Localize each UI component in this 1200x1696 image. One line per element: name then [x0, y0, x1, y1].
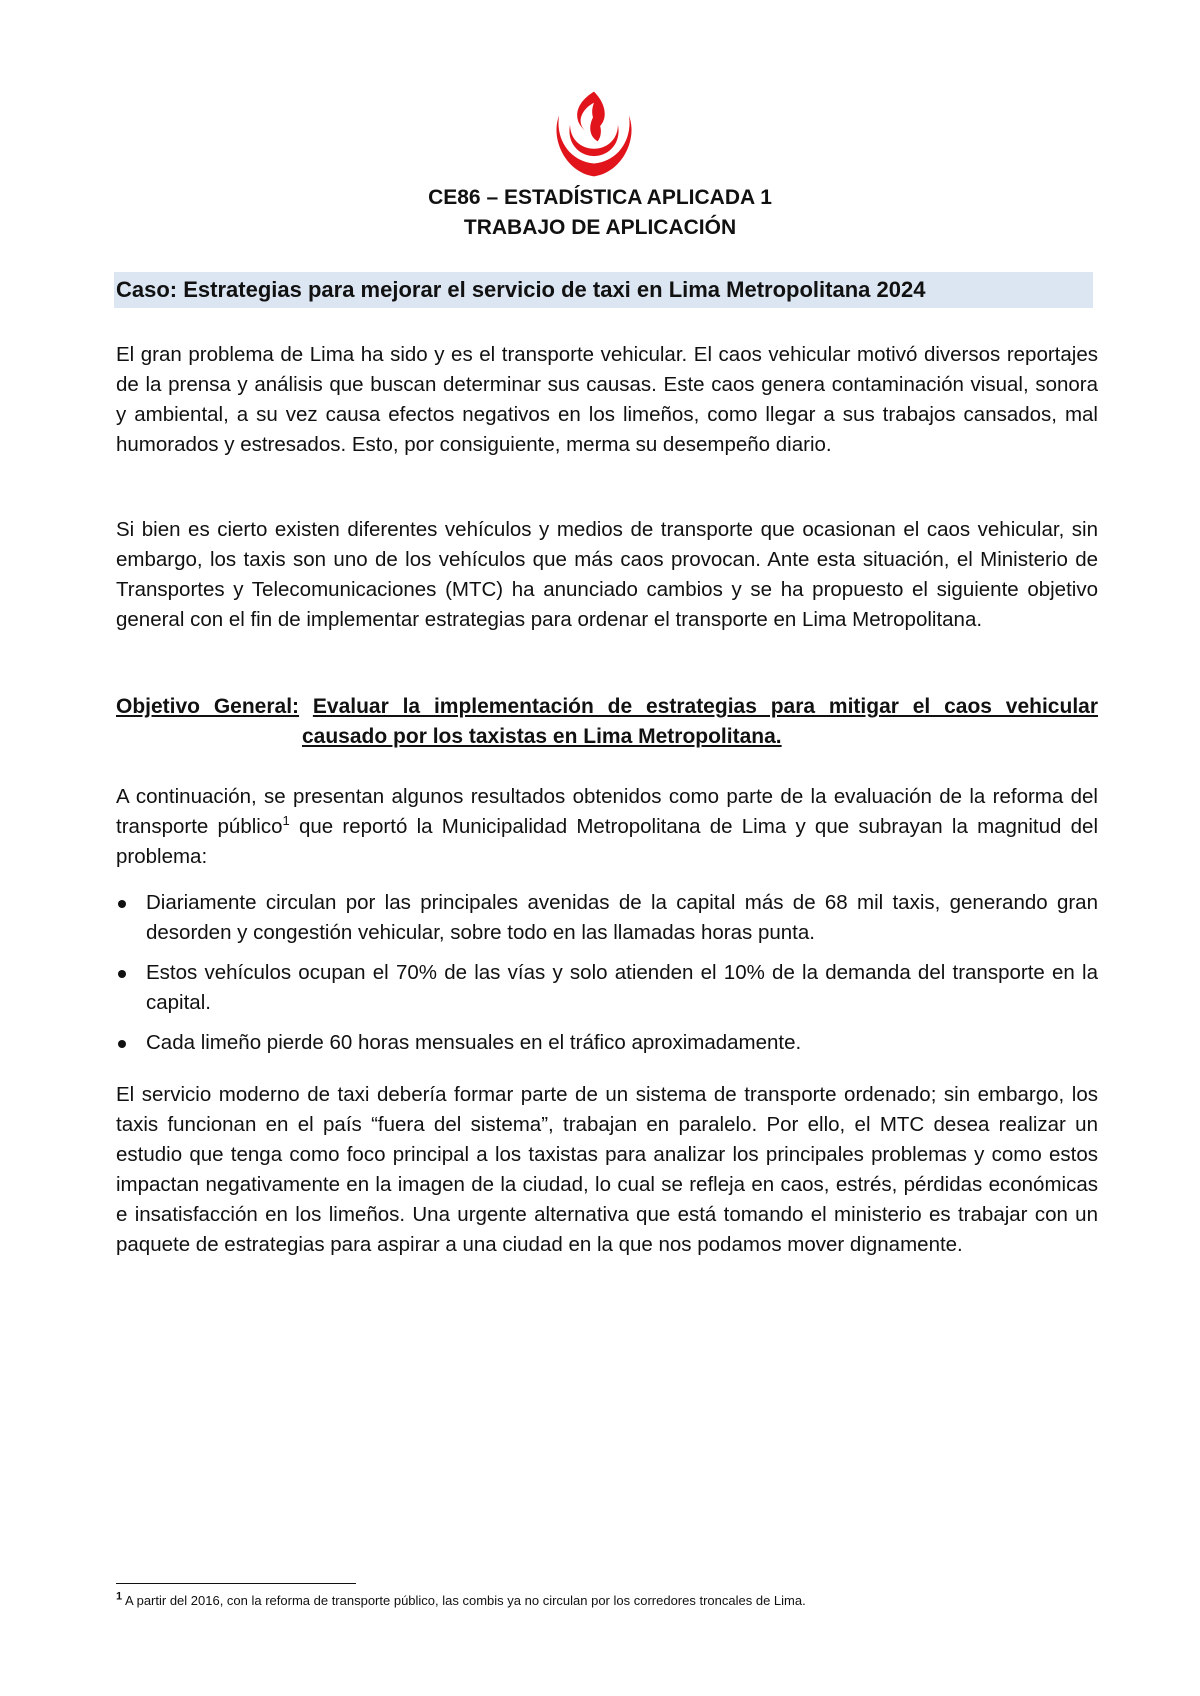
- list-item-text: Cada limeño pierde 60 horas mensuales en el tráfico aproximadamente.: [146, 1031, 802, 1054]
- context-paragraph: Si bien es cierto existen diferentes vehículos y medios de transporte que ocasionan el caos vehicular, sin embargo, los taxis son uno de los vehículos que más caos provocan. Ante esta situación, el Ministerio de Transportes y Telecomunicaciones (MTC) ha anunciado cambios y se ha propuesto el siguiente objetivo general con el fin de implementar estrategias para ordenar el transporte en Lima Metropolitana.: [116, 518, 1098, 631]
- case-title: Caso: Estrategias para mejorar el servicio de taxi en Lima Metropolitana 2024: [116, 277, 926, 302]
- footnote-text: A partir del 2016, con la reforma de transporte público, las combis ya no circulan por los corredores troncales de Lima.: [122, 1593, 806, 1608]
- bullet-icon: [118, 970, 126, 978]
- list-item: [116, 1028, 1098, 1058]
- general-objective: [116, 692, 1098, 752]
- footnote-reference: 1: [282, 813, 290, 829]
- list-item-text: Estos vehículos ocupan el 70% de las vías y solo atienden el 10% de la demanda del transporte en la capital.: [146, 961, 1098, 1014]
- list-item: [116, 888, 1098, 948]
- footnote-number: 1: [116, 1590, 123, 1603]
- results-text-continued: que reportó la Municipalidad Metropolitana de Lima y que subrayan la magnitud del problema:: [116, 815, 1098, 868]
- list-item-text: Diariamente circulan por las principales avenidas de la capital más de 68 mil taxis, generando gran desorden y congestión vehicular, sobre todo en las llamadas horas punta.: [146, 891, 1098, 944]
- results-bullet-list: [116, 888, 1098, 1068]
- objective-text-continued: causado por los taxistas en Lima Metropolitana.: [302, 725, 782, 748]
- results-paragraph: [116, 782, 1098, 872]
- footnote-divider: [116, 1583, 356, 1584]
- logo-shape: [556, 92, 631, 177]
- objective-text: Evaluar la implementación de estrategias para mitigar el caos vehicular: [312, 695, 1099, 718]
- list-item: [116, 958, 1098, 1018]
- objective-line-1: [116, 692, 1098, 722]
- results-text: A continuación, se presentan algunos resultados obtenidos como parte de la evaluación de la reforma del transporte público: [116, 785, 1098, 838]
- footnote: [116, 1592, 806, 1610]
- bullet-icon: [118, 900, 126, 908]
- intro-paragraph: El gran problema de Lima ha sido y es el transporte vehicular. El caos vehicular motivó diversos reportajes de la prensa y análisis que buscan determinar sus causas. Este caos genera contaminación visual, sonora y ambiental, a su vez causa efectos negativos en los limeños, como llegar a sus trabajos cansados, mal humorados y estresados. Esto, por consiguiente, merma su desempeño diario.: [116, 343, 1098, 456]
- objective-label: Objetivo General:: [116, 695, 300, 718]
- assignment-title: TRABAJO DE APLICACIÓN: [463, 216, 737, 239]
- upc-flame-logo-icon: [548, 88, 640, 180]
- course-title: CE86 – ESTADÍSTICA APLICADA 1: [428, 186, 772, 209]
- closing-paragraph: El servicio moderno de taxi debería formar parte de un sistema de transporte ordenado; sin embargo, los taxis funcionan en el país “fuera del sistema”, trabajan en paralelo. Por ello, el MTC desea realizar un estudio que tenga como foco principal a los taxistas para analizar los principales problemas y como estos impactan negativamente en la imagen de la ciudad, lo cual se refleja en caos, estrés, pérdidas económicas e insatisfacción en los limeños. Una urgente alternativa que está tomando el ministerio es trabajar con un paquete de estrategias para aspirar a una ciudad en la que nos podamos mover dignamente.: [116, 1083, 1098, 1256]
- bullet-icon: [118, 1040, 126, 1048]
- objective-line-2: [116, 722, 1098, 752]
